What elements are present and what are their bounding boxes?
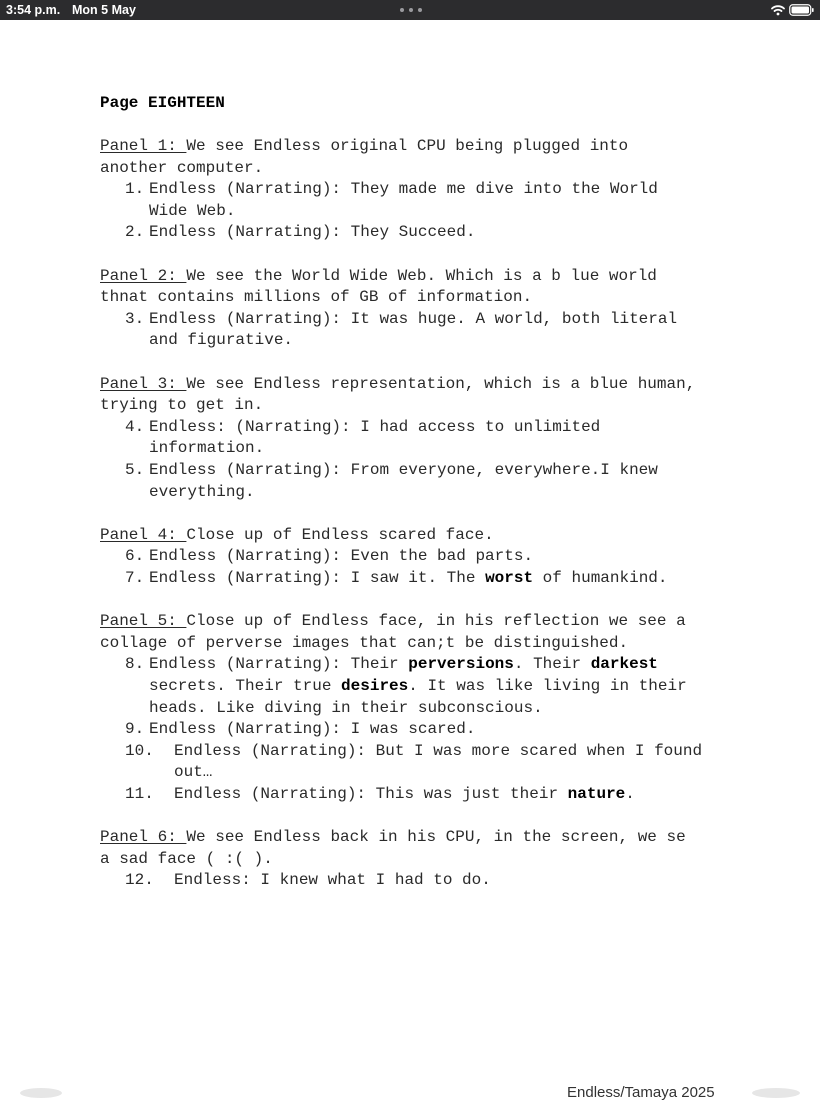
dialogue-number: 11. xyxy=(125,785,154,803)
panel-label-text: Panel 4: xyxy=(100,525,187,544)
dialogue-text: Endless (Narrating): I saw it. The xyxy=(149,569,486,587)
dialogue-number: 8. xyxy=(125,655,145,674)
dialogue-number: 10. xyxy=(125,741,154,760)
panel-label-text: Panel 5: xyxy=(100,612,187,631)
dialogue-line xyxy=(149,180,658,198)
dialogue-line xyxy=(149,483,255,501)
dialogue-text: Endless: I knew what I had to do. xyxy=(174,871,491,890)
page-corner-right xyxy=(752,1088,800,1098)
dialogue-text: Endless (Narrating): From everyone, everywhere.I knew xyxy=(149,461,658,479)
dialogue-emphasis: darkest xyxy=(590,655,658,674)
panel-label xyxy=(100,828,686,846)
dialogue-text: heads. Like diving in their subconscious. xyxy=(149,698,543,717)
dialogue-line xyxy=(149,655,658,673)
dialogue-text: . It was like living in their xyxy=(408,677,687,695)
panel-label xyxy=(100,612,686,630)
dialogue-text: Endless (Narrating): They made me dive into the World xyxy=(149,180,658,199)
dialogue-line xyxy=(149,461,658,479)
dialogue-line xyxy=(174,763,212,781)
dialogue-text: Endless (Narrating): Even the bad parts. xyxy=(149,547,534,566)
panel-label-text: Panel 1: xyxy=(100,137,187,155)
dialogue-line xyxy=(149,677,687,695)
dialogue-text: Wide Web. xyxy=(149,201,236,220)
page-title: Page EIGHTEEN xyxy=(100,94,225,112)
dialogue-text: Endless (Narrating): But I was more scared when I found xyxy=(174,741,703,760)
dialogue-number: 3. xyxy=(125,309,145,328)
dialogue-text: Endless (Narrating): They Succeed. xyxy=(149,223,476,242)
dialogue-emphasis: worst xyxy=(485,569,534,587)
dialogue-line xyxy=(149,569,668,587)
dialogue-text: . xyxy=(625,785,635,803)
panel-description-cont: thnat contains millions of GB of information. xyxy=(100,288,533,307)
dialogue-text: and figurative. xyxy=(149,331,294,350)
dialogue-number: 7. xyxy=(125,569,145,587)
panel-description: We see Endless back in his CPU, in the screen, we se xyxy=(186,828,686,847)
dialogue-number: 1. xyxy=(125,180,145,199)
dialogue-line xyxy=(174,871,491,889)
dialogue-line xyxy=(149,331,293,349)
dialogue-line xyxy=(174,742,702,760)
dialogue-line xyxy=(149,699,543,717)
document-footer: Endless/Tamaya 2025 xyxy=(567,1084,715,1101)
panel-label xyxy=(100,375,695,393)
dialogue-line xyxy=(149,310,677,328)
panel-label-text: Panel 2: xyxy=(100,266,187,285)
dialogue-line xyxy=(174,785,635,803)
dialogue-emphasis: nature xyxy=(567,785,626,803)
dialogue-number: 12. xyxy=(125,871,154,890)
panel-label-text: Panel 6: xyxy=(100,828,187,847)
dialogue-text: Endless (Narrating): It was huge. A world, both literal xyxy=(149,309,678,328)
panel-label xyxy=(100,267,657,285)
panel-label xyxy=(100,137,628,155)
dialogue-number: 5. xyxy=(125,461,145,479)
dialogue-line xyxy=(149,223,475,241)
panel-description: We see Endless original CPU being plugged into xyxy=(186,137,629,155)
dialogue-text: out… xyxy=(174,763,213,782)
dialogue-text: information. xyxy=(149,439,265,458)
dialogue-line xyxy=(149,202,235,220)
dialogue-line xyxy=(149,418,600,436)
panel-description: Close up of Endless scared face. xyxy=(186,525,494,544)
dialogue-text: everything. xyxy=(149,482,255,501)
dialogue-text: of humankind. xyxy=(533,569,668,587)
dialogue-text: Endless (Narrating): Their xyxy=(149,655,409,674)
dialogue-line xyxy=(149,547,533,565)
dialogue-line xyxy=(149,439,264,457)
dialogue-number: 2. xyxy=(125,223,145,242)
dialogue-emphasis: perversions xyxy=(408,655,514,674)
status-date: Mon 5 May xyxy=(72,3,136,17)
dialogue-number: 9. xyxy=(125,720,145,739)
dialogue-emphasis: desires xyxy=(341,677,409,695)
status-time: 3:54 p.m. xyxy=(6,3,61,17)
dialogue-line xyxy=(149,720,475,738)
dialogue-text: Endless (Narrating): I was scared. xyxy=(149,720,476,739)
page-corner-left xyxy=(20,1088,62,1098)
dialogue-number: 6. xyxy=(125,547,145,566)
panel-description: We see the World Wide Web. Which is a b lue world xyxy=(186,266,657,285)
dialogue-text: Endless (Narrating): This was just their xyxy=(174,785,568,803)
panel-description: We see Endless representation, which is a blue human, xyxy=(186,374,696,393)
dialogue-text: Endless: (Narrating): I had access to unlimited xyxy=(149,417,601,436)
dialogue-text: . Their xyxy=(513,655,591,674)
panel-label-text: Panel 3: xyxy=(100,374,187,393)
panel-description-cont: collage of perverse images that can;t be distinguished. xyxy=(100,633,629,652)
panel-description: Close up of Endless face, in his reflection we see a xyxy=(186,612,686,631)
panel-label xyxy=(100,526,494,544)
panel-description-cont: a sad face ( :( ). xyxy=(100,849,273,868)
panel-description-cont: trying to get in. xyxy=(100,396,264,415)
panel-description-cont: another computer. xyxy=(100,158,264,177)
dialogue-text: secrets. Their true xyxy=(149,677,342,695)
dialogue-number: 4. xyxy=(125,417,145,436)
